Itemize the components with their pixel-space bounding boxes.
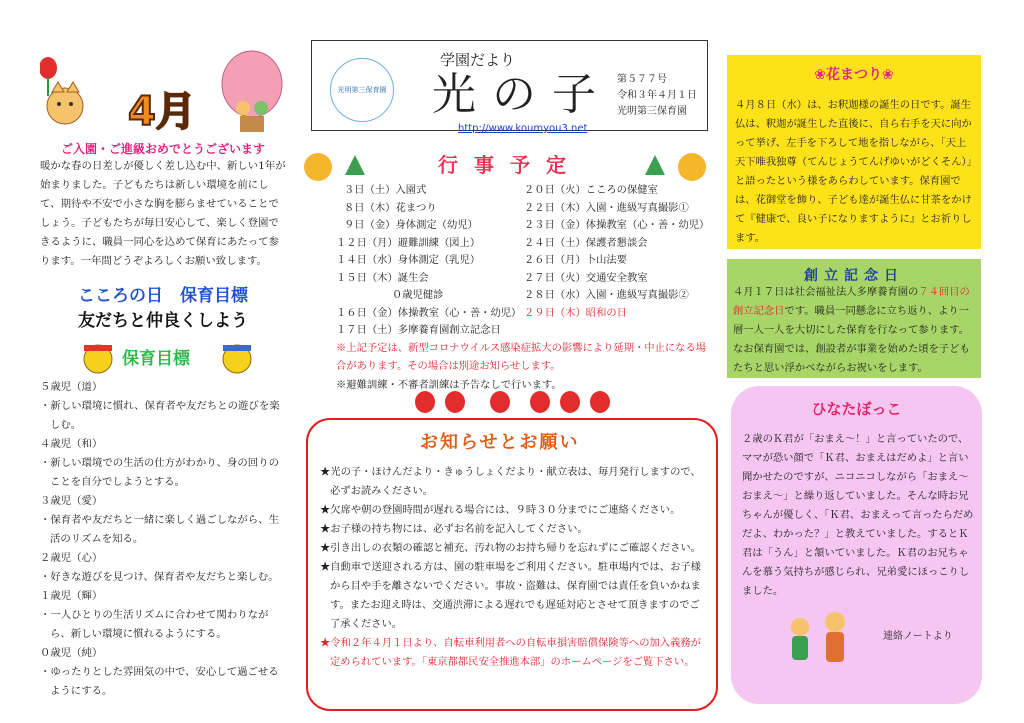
goal-age: ３歳児（愛） xyxy=(40,495,103,507)
issue-info xyxy=(617,72,697,120)
event-item: ９日（金）身体測定（幼児） xyxy=(344,219,478,231)
event-item: ２９日（木）昭和の日 xyxy=(524,306,627,319)
intro-text: 暖かな春の日差しが優しく差し込む中、新しい1年が始まりました。子どもたちは新しい環境を前にして、期待や不安で小さな胸を膨らませていることでしょう。子どもたちが毎日安心して、楽しく登園できるように、職員一同心を込めて保育にあたって参ります。一年間どうぞよろしくお願い致します。 xyxy=(40,160,286,267)
goal-age: ４歳児（和） xyxy=(40,438,103,450)
school-logo: 光明第三保育園 xyxy=(330,58,394,122)
goal-text: ・新しい環境に慣れ、保育者や友だちとの遊びを楽しむ。 xyxy=(40,400,280,431)
event-item: ０歳児健診 xyxy=(392,289,444,301)
issue-number: 第５７７号 xyxy=(617,74,667,85)
goal-age: ２歳児（心） xyxy=(40,552,103,564)
event-item: ２７日（火）交通安全教室 xyxy=(524,271,648,284)
hinata-source: 連絡ノートより xyxy=(883,631,953,642)
event-item: ２６日（月）卜山法要 xyxy=(524,254,627,266)
events-note: ※上記予定は、新型コロナウイルス感染症拡大の影響により延期・中止になる場合があります。その場合は別途お知らせします。 xyxy=(336,342,707,372)
event-item: ２３日（金）体操教室（心・善・幼児） xyxy=(524,219,710,231)
hinata-heading: ひなたぼっこ xyxy=(811,400,902,418)
notice-item: ★引き出しの衣類の確認と補充、汚れ物のお持ち帰りを忘れずにご確認ください。 xyxy=(320,542,701,554)
event-item: １２日（月）避難訓練（図上） xyxy=(336,236,481,249)
event-item: １５日（木）誕生会 xyxy=(336,271,429,284)
hinata-text: ２歳のＫ君が「おまえ～！」と言っていたので、ママが恐い顔で「Ｋ君、おまえはだめよ」と言い聞かせたのですが、ニコニコしながら「おまえ～おまえ～」と繰り返していました。そんな時お兄ちゃんが優しく、「Ｋ君、おまえって言ったらだめだよ、わかった？」と教えていました。するとＫ君は「うん」と頷いていました。Ｋ君のお兄ちゃんを慕う気持ちが感じられ、兄弟愛にほっこりしました。 xyxy=(742,433,974,597)
goal-age: １歳児（輝） xyxy=(40,590,103,602)
newsletter-kind: 学園だより xyxy=(440,51,516,69)
goal-text: ・好きな遊びを見つけ、保育者や友だちと楽しむ。 xyxy=(40,571,279,583)
notice-item: ★光の子・ほけんだより・きゅうしょくだより・献立表は、毎月発行しますので、必ずお読みください。 xyxy=(320,466,701,497)
website-link[interactable]: http://www.koumyou3.net xyxy=(458,123,588,134)
event-item: ２４日（土）保護者懇談会 xyxy=(524,236,648,249)
event-item: １７日（土）多摩養育園創立記念日 xyxy=(336,324,501,336)
welcome-heading: ご入園・ご進級おめでとうございます xyxy=(60,142,265,156)
issue-date: 令和３年４月１日 xyxy=(617,90,697,101)
goal-heading: こころの日 保育目標 xyxy=(78,286,248,306)
goal-banner-label: 保育目標 xyxy=(122,349,190,369)
event-item: ２２日（木）入園・進級写真撮影① xyxy=(524,201,689,214)
flower-festival-text: ４月８日（水）は、お釈迦様の誕生の日です。誕生仏は、釈迦が誕生した直後に、自ら右手を天に向かって挙げ、左手を下ろして地を指しながら、「天上天下唯我独尊（てんじょうてんげゆいがどくそん）」と語ったという様をあらわしています。保育園では、花御堂を飾り、子ども達が誕生仏に甘茶をかけて『健康で、良い子になりますように』とお祈りします。 xyxy=(735,99,972,244)
goal-text: ・一人ひとりの生活リズムに合わせて関わりながら、新しい環境に慣れるようにする。 xyxy=(40,609,269,640)
newsletter-title: 光の子 xyxy=(432,69,612,120)
notice-heading: お知らせとお願い xyxy=(420,432,580,453)
month-label: 4月 xyxy=(128,89,196,135)
goal-text: ・保育者や友だちと一緒に楽しく過ごしながら、生活のリズムを知る。 xyxy=(40,514,279,545)
goal-age: ５歳児（道） xyxy=(40,381,103,393)
notice-list xyxy=(320,463,710,672)
notice-item: ★自動車で送迎される方は、園の駐車場をご利用ください。駐車場内では、お子様から目や手を離さないでください。事故・盗難は、保育園では責任を負いかねます。またお迎え時は、交通渋滞による遅れでも遅延対応とさせて頂きますのでご了承ください。 xyxy=(320,561,701,630)
founding-day-text: ４月１７日は社会福祉法人多摩養育園の７４回目の創立記念日です。職員一同懸念に立ち返り、より一層一人一人を大切にした保育を行なって参ります。なお保育園では、創設者が事業を始めた頃を子どもたちと思い浮かべながらお祝いをします。 xyxy=(733,286,970,374)
events-heading: 行事予定 xyxy=(438,153,582,177)
family-illustration xyxy=(775,612,875,672)
goals-list xyxy=(40,378,288,701)
founding-day-heading: 創立記念日 xyxy=(804,268,904,284)
school-name: 光明第三保育園 xyxy=(617,106,687,117)
notice-item: ★欠席や朝の登園時間が遅れる場合には、９時３０分までにご連絡ください。 xyxy=(320,504,681,516)
event-item: ２８日（水）入園・進級写真撮影② xyxy=(524,289,689,301)
notice-item: ★お子様の持ち物には、必ずお名前を記入してください。 xyxy=(320,523,588,535)
event-item: ３日（土）入園式 xyxy=(344,184,427,196)
events-note-drill: ※避難訓練・不審者訓練は予告なしで行います。 xyxy=(336,379,562,391)
event-item: ２０日（火）こころの保健室 xyxy=(524,184,658,196)
event-item: ８日（木）花まつり xyxy=(344,201,437,214)
strawberry-row xyxy=(300,384,710,416)
flower-festival-heading: ❀花まつり❀ xyxy=(814,67,894,83)
goal-age: ０歳児（純） xyxy=(40,647,103,659)
event-item: １４日（水）身体測定（乳児） xyxy=(336,254,481,266)
goal-text: ・ゆったりとした雰囲気の中で、安心して過ごせるようにする。 xyxy=(40,666,279,697)
goal-subheading: 友だちと仲良くしよう xyxy=(78,311,248,331)
goal-text: ・新しい環境での生活の仕方がわかり、身の回りのことを自分でしようとする。 xyxy=(40,457,279,488)
event-item: １６日（金）体操教室（心・善・幼児） xyxy=(336,306,522,319)
notice-item-important: ★令和２年４月１日より、自転車利用者への自転車損害賠償保険等への加入義務が定められています。「東京都都民安全推進本部」のホームページをご覧下さい。 xyxy=(320,637,701,668)
